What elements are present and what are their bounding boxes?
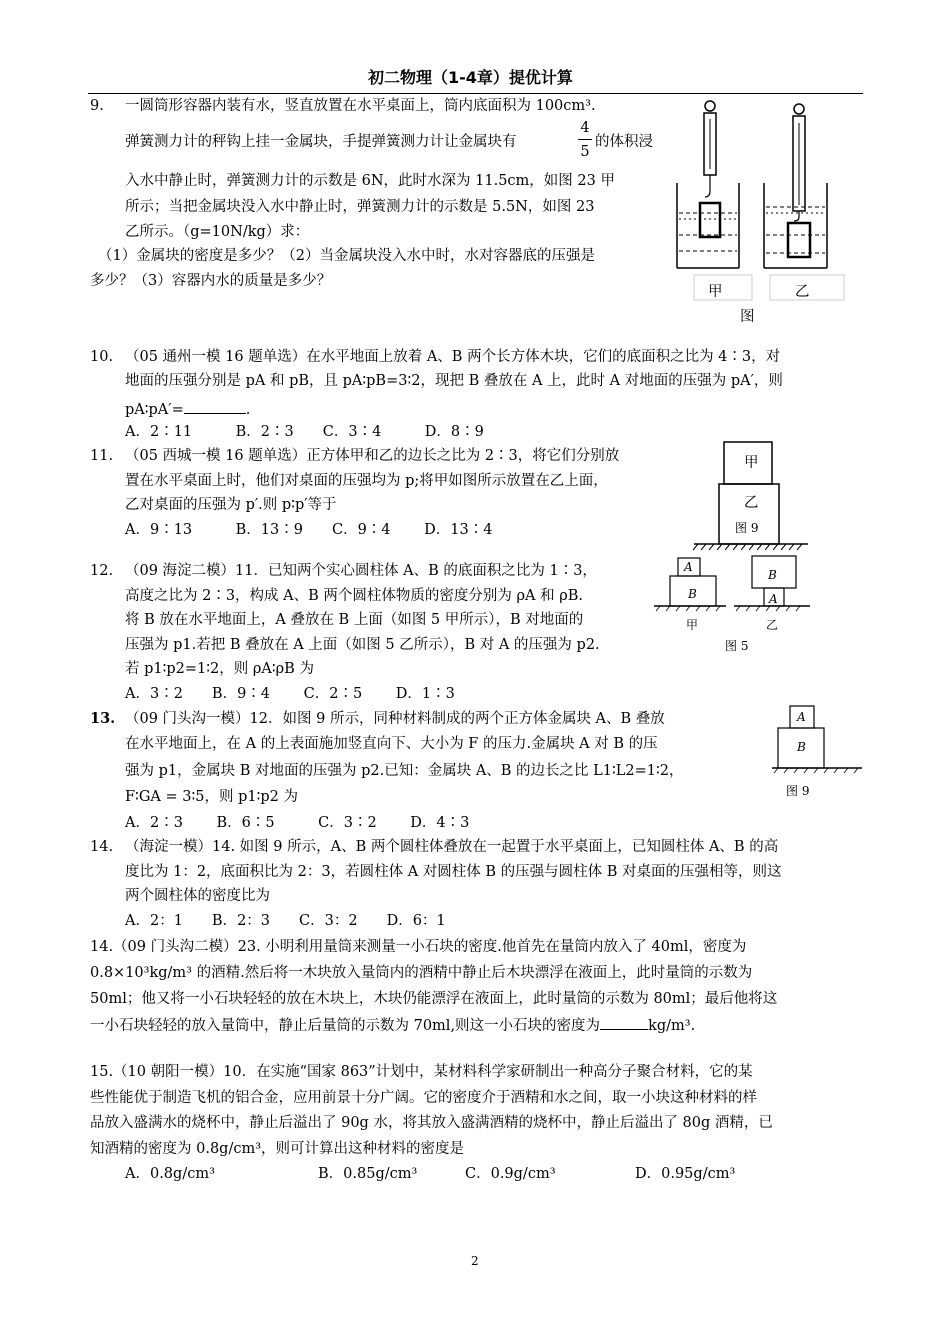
q12-line-5: 若 p1∶p2=1∶2，则 ρA∶ρB 为 — [125, 661, 314, 677]
q12-options: A．3∶2 B．9∶4 C．2∶5 D．1∶3 — [125, 686, 455, 702]
q12-fig-b-bottom: B — [688, 587, 697, 601]
q12-line-2: 高度之比为 2∶3，构成 A、B 两个圆柱体物质的密度分别为 ρA 和 ρB. — [125, 588, 584, 604]
q14a-line-2: 度比为 1：2，底面积比为 2：3，若圆柱体 A 对圆柱体 B 的压强与圆柱体 B 对桌面的压强相等，则这 — [125, 864, 782, 880]
q15-option-c: C．0.9g/cm³ — [465, 1166, 556, 1182]
q9-line-6: （1）金属块的密度是多少？（2）当金属块没入水中时，水对容器底的压强是 — [98, 248, 595, 264]
q9-line-2a: 弹簧测力计的秤钩上挂一金属块，手提弹簧测力计让金属块有 — [125, 134, 517, 150]
q13-line-2: 在水平地面上，在 A 的上表面施加竖直向下、大小为 F 的压力.金属块 A 对 B 的压 — [125, 736, 658, 752]
q9-line-3: 入水中静止时，弹簧测力计的示数是 6N，此时水深为 11.5cm，如图 23 甲 — [125, 173, 615, 189]
q11-fig-label-yi: 乙 — [744, 495, 759, 511]
q9-fig-label-jia: 甲 — [708, 284, 723, 300]
q14b-line-2: 0.8×10³kg/m³ 的酒精.然后将一木块放入量筒内的酒精中静止后木块漂浮在液面上，此时量筒的示数为 — [90, 965, 753, 981]
q12-fig-label-yi: 乙 — [766, 618, 779, 632]
q10-line-3: pA∶pA′= . — [125, 402, 251, 418]
q13-options: A．2∶3 B．6∶5 C．3∶2 D．4∶3 — [125, 815, 470, 831]
q15-line-1: 15.（10 朝阳一模）10．在实施“国家 863”计划中，某材料科学家研制出一种高分子聚合材料，它的某 — [90, 1064, 753, 1080]
q12-line-3: 将 B 放在水平地面上，A 叠放在 B 上面（如图 5 甲所示），B 对地面的 — [125, 612, 584, 628]
q9-fraction-denominator: 5 — [580, 144, 590, 160]
q13-fig-b: B — [797, 740, 806, 754]
q9-line-1: 一圆筒形容器内装有水，竖直放置在水平桌面上，筒内底面积为 100cm³. — [125, 98, 596, 114]
q9-fraction-numerator: 4 — [580, 120, 590, 136]
q10-number: 10. — [90, 349, 114, 365]
q14a-line-3: 两个圆柱体的密度比为 — [125, 888, 270, 904]
q11-fig-caption: 图 9 — [735, 521, 759, 535]
q9-line-2b: 的体积浸 — [595, 134, 653, 150]
q11-options: A．9∶13 B．13∶9 C．9∶4 D．13∶4 — [125, 522, 493, 538]
q14b-line-3: 50ml；他又将一小石块轻轻的放在木块上，木块仍能漂浮在液面上，此时量筒的示数为 80ml；最后他将这 — [90, 991, 778, 1007]
q15-line-2: 些性能优于制造飞机的铝合金，应用前景十分广阔。它的密度介于酒精和水之间，取一小块这种材料的样 — [90, 1090, 757, 1106]
q15-option-a: A．0.8g/cm³ — [125, 1166, 215, 1182]
q9-fraction-bar — [578, 139, 592, 140]
q9-line-7: 多少？（3）容器内水的质量是多少？ — [90, 273, 332, 289]
q11-number: 11. — [90, 448, 114, 464]
q12-line-4: 压强为 p1.若把 B 叠放在 A 上面（如图 5 乙所示），B 对 A 的压强为 p2. — [125, 637, 600, 653]
q12-line-1: （09 海淀二模）11．已知两个实心圆柱体 A、B 的底面积之比为 1∶3， — [125, 563, 597, 579]
q11-line-1: （05 西城一模 16 题单选）正方体甲和乙的边长之比为 2∶3，将它们分别放 — [125, 448, 620, 464]
q10-line-2: 地面的压强分别是 pA 和 pB，且 pA∶pB=3∶2，现把 B 叠放在 A 上，此时 A 对地面的压强为 pA′，则 — [125, 373, 783, 389]
q12-fig-label-jia: 甲 — [686, 618, 699, 632]
q14a-number: 14. — [90, 839, 114, 855]
q9-line-5: 乙所示。（g=10N/kg）求： — [125, 224, 310, 240]
q9-right-beaker — [764, 104, 827, 268]
header-rule — [88, 93, 863, 94]
q13-line-1: （09 门头沟一模）12．如图 9 所示，同种材料制成的两个正方体金属块 A、B 叠放 — [125, 711, 665, 727]
q9-figure — [672, 95, 852, 330]
q11-line-3: 乙对桌面的压强为 p′.则 p∶p′等于 — [125, 497, 337, 513]
q15-line-3: 品放入盛满水的烧杯中，静止后溢出了 90g 水，将其放入盛满酒精的烧杯中，静止后溢出了 80g 酒精，已 — [90, 1115, 773, 1131]
q11-line-2: 置在水平桌面上时，他们对桌面的压强均为 p;将甲如图所示放置在乙上面， — [125, 473, 608, 489]
q14a-line-1: （海淀一模）14. 如图 9 所示，A、B 两个圆柱体叠放在一起置于水平桌面上，已知圆柱体 A、B 的高 — [125, 839, 779, 855]
q10-options: A．2∶11 B．2∶3 C．3∶4 D．8∶9 — [125, 424, 484, 440]
q12-fig-caption: 图 5 — [725, 639, 749, 653]
q13-fig-a: A — [797, 710, 806, 724]
q13-number: 13. — [90, 710, 116, 727]
q15-option-d: D．0.95g/cm³ — [635, 1166, 736, 1182]
q11-fig-label-jia: 甲 — [744, 455, 759, 471]
q14b-line-4: 一小石块轻轻的放入量筒中，静止后量筒的示数为 70ml,则这一小石块的密度为 kg/m³. — [90, 1018, 696, 1034]
q14b-line-1: 14.（09 门头沟二模）23. 小明利用量筒来测量一小石块的密度.他首先在量筒内放入了 40ml，密度为 — [90, 939, 747, 955]
page-title: 初二物理（1-4章）提优计算 — [368, 68, 573, 87]
q9-left-beaker — [677, 101, 739, 268]
q9-fig-caption: 图 — [740, 309, 755, 325]
q9-fig-label-yi: 乙 — [795, 284, 810, 300]
q15-option-b: B．0.85g/cm³ — [318, 1166, 418, 1182]
q12-number: 12. — [90, 563, 114, 579]
q12-fig-a-top: A — [684, 560, 693, 574]
q13-line-4: F∶GA = 3∶5，则 p1∶p2 为 — [125, 789, 298, 805]
q12-fig-a-bottom: A — [769, 592, 778, 606]
page-number: 2 — [471, 1254, 479, 1268]
q12-figure — [652, 550, 812, 620]
q13-line-3: 强为 p1，金属块 B 对地面的压强为 p2.已知：金属块 A、B 的边长之比 L1∶L2=1∶2， — [125, 763, 684, 779]
q9-line-4: 所示；当把金属块没入水中静止时，弹簧测力计的示数是 5.5N，如图 23 — [125, 199, 595, 215]
q13-fig-caption: 图 9 — [786, 784, 810, 798]
q13-figure — [770, 702, 865, 777]
q9-number: 9. — [90, 98, 104, 114]
q10-line-1: （05 通州一模 16 题单选）在水平地面上放着 A、B 两个长方体木块，它们的底面积之比为 4∶3，对 — [125, 349, 781, 365]
q15-line-4: 知酒精的密度为 0.8g/cm³，则可计算出这种材料的密度是 — [90, 1141, 465, 1157]
q12-fig-b-top: B — [768, 568, 777, 582]
q14a-options: A．2：1 B．2：3 C．3：2 D．6：1 — [125, 913, 446, 929]
